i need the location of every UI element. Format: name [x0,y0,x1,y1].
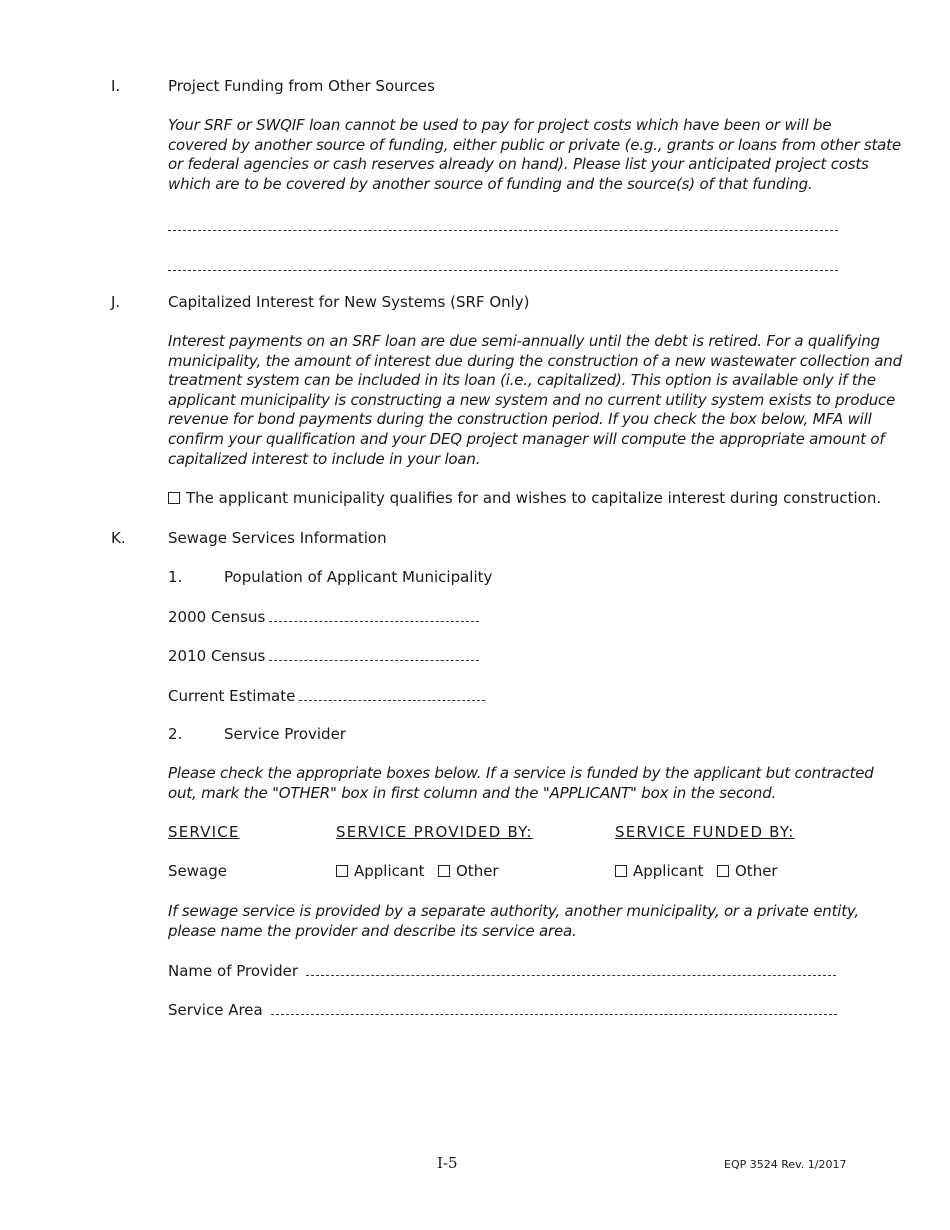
provider-note-line: please name the provider and describe its service area. [168,921,577,940]
provider-note-line: If sewage service is provided by a separate authority, another municipality, or a private entity, [168,902,859,920]
funded-by-other-label: Other [735,862,778,880]
section-j-paragraph-line: municipality, the amount of interest due during the construction of a new wastewater collection and [168,351,902,370]
section-j-paragraph-line: capitalized interest to include in your loan. [168,449,481,468]
section-k-letter: K. [111,529,126,547]
funded-by-other-option[interactable] [717,862,778,880]
census-2010-label: 2010 Census [168,647,266,665]
capitalize-interest-label: The applicant municipality qualifies for and wishes to capitalize interest during construction. [186,489,882,507]
other-sources-line-1[interactable] [168,230,838,231]
census-2010-row [168,646,479,665]
census-2010-field[interactable] [269,646,479,661]
provided-by-other-option[interactable] [438,862,499,880]
census-2000-row [168,607,479,626]
sewage-row-label: Sewage [168,862,227,880]
section-j-paragraph-line: treatment system can be included in its loan (i.e., capitalized). This option is available only if the [168,371,876,390]
name-of-provider-row [168,961,836,980]
provided-by-applicant-label: Applicant [354,862,425,880]
service-area-label: Service Area [168,1001,263,1019]
service-area-field[interactable] [271,1000,837,1015]
section-j-letter: J. [111,293,121,311]
service-instructions-line: out, mark the "OTHER" box in first column and the "APPLICANT" box in the second. [168,783,777,802]
subsection-2-heading: Service Provider [224,725,346,743]
section-j-paragraph-line: applicant municipality is constructing a new system and no current utility system exists to produce [168,390,896,409]
section-i-paragraph-line: covered by another source of funding, either public or private (e.g., grants or loans from other state [168,135,901,154]
subsection-2-number: 2. [168,725,183,743]
service-area-row [168,1000,837,1019]
service-instructions-line: Please check the appropriate boxes below. If a service is funded by the applicant but contracted [168,764,874,782]
col-service-header: SERVICE [168,823,240,841]
col-provided-by-header: SERVICE PROVIDED BY: [336,823,533,841]
funded-by-applicant-label: Applicant [633,862,704,880]
current-estimate-label: Current Estimate [168,687,296,705]
subsection-1-number: 1. [168,568,183,586]
col-funded-by-header: SERVICE FUNDED BY: [615,823,795,841]
section-j-paragraph-line: revenue for bond payments during the construction period. If you check the box below, MFA will [168,410,872,429]
provided-by-applicant-checkbox[interactable] [336,865,348,877]
section-i-paragraph-line: which are to be covered by another source of funding and the source(s) of that funding. [168,174,813,193]
section-j-heading: Capitalized Interest for New Systems (SRF Only) [168,293,530,311]
funded-by-other-checkbox[interactable] [717,865,729,877]
form-code: EQP 3524 Rev. 1/2017 [724,1158,847,1171]
current-estimate-field[interactable] [299,686,485,701]
name-of-provider-field[interactable] [306,961,836,976]
section-i-paragraph-line: Your SRF or SWQIF loan cannot be used to pay for project costs which have been or will be [168,116,832,134]
name-of-provider-label: Name of Provider [168,962,299,980]
census-2000-label: 2000 Census [168,608,266,626]
provided-by-other-label: Other [456,862,499,880]
provided-by-applicant-option[interactable] [336,862,424,880]
section-j-paragraph-line: Interest payments on an SRF loan are due semi-annually until the debt is retired. For a qualifying [168,332,880,350]
section-i-letter: I. [111,77,121,95]
other-sources-line-2[interactable] [168,270,838,271]
page-number: I-5 [437,1154,458,1172]
current-estimate-row [168,686,485,705]
provided-by-other-checkbox[interactable] [438,865,450,877]
provider-note [168,902,859,941]
section-i-paragraph-line: or federal agencies or cash reserves already on hand). Please list your anticipated project costs [168,155,869,174]
section-i-heading: Project Funding from Other Sources [168,77,435,95]
funded-by-applicant-checkbox[interactable] [615,865,627,877]
capitalize-interest-option[interactable] [168,489,881,507]
service-instructions [168,764,874,803]
funded-by-applicant-option[interactable] [615,862,703,880]
section-i-paragraph [168,116,901,194]
section-k-heading: Sewage Services Information [168,529,387,547]
section-j-paragraph-line: confirm your qualification and your DEQ project manager will compute the appropriate amount of [168,429,885,448]
subsection-1-heading: Population of Applicant Municipality [224,568,493,586]
section-j-paragraph [168,332,902,469]
census-2000-field[interactable] [269,607,479,622]
capitalize-interest-checkbox[interactable] [168,492,180,504]
